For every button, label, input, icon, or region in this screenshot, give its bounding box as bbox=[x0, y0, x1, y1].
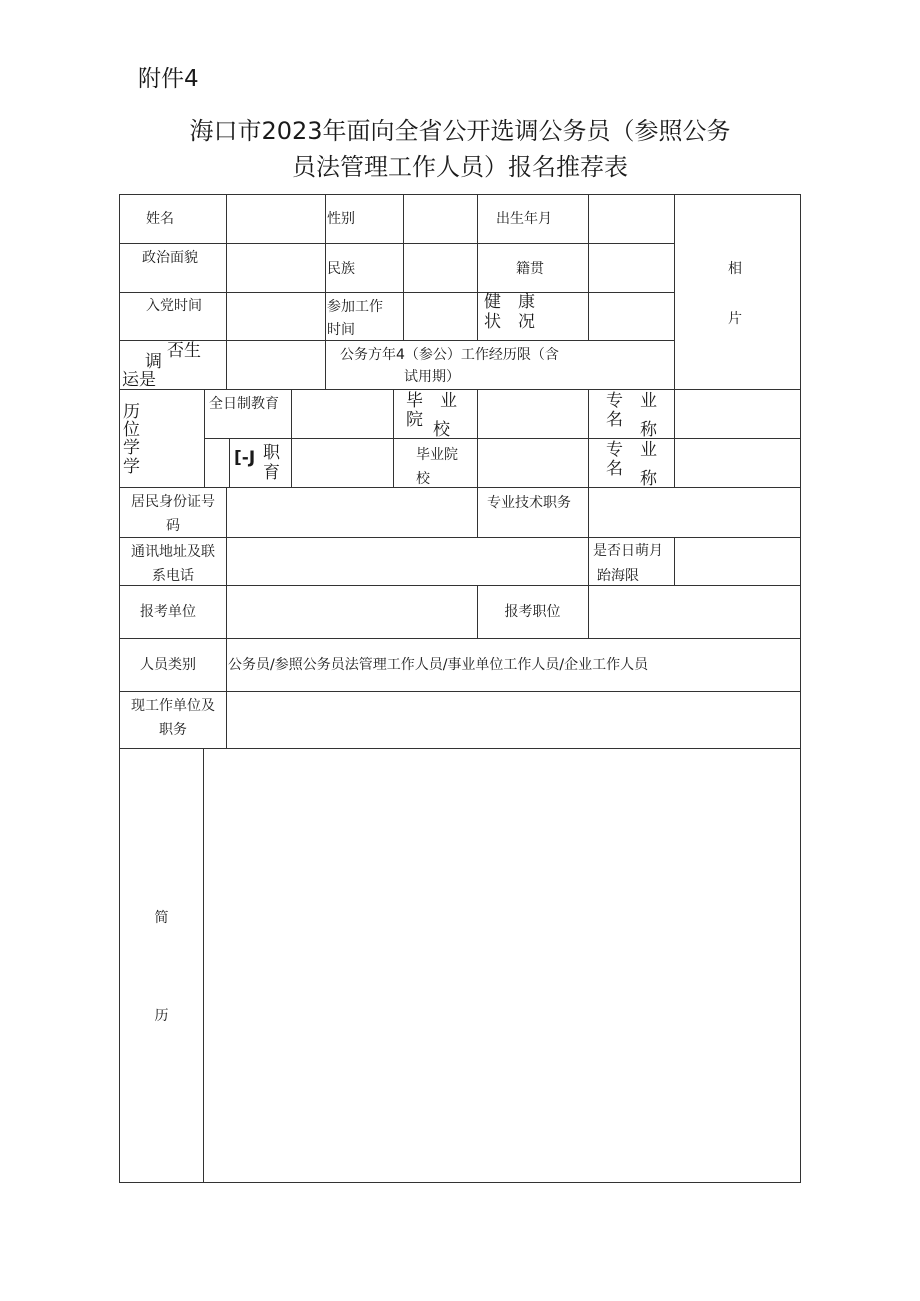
registration-form-table bbox=[119, 194, 801, 1183]
political-status-label: 政治面貌 bbox=[142, 250, 198, 266]
col-line bbox=[674, 537, 675, 585]
col-line bbox=[393, 389, 394, 487]
photo-label-top: 相 bbox=[728, 261, 742, 277]
health-label-2: 状 况 bbox=[484, 312, 535, 332]
row-line bbox=[120, 638, 800, 639]
island-service-label-2: 跆海限 bbox=[597, 568, 639, 584]
col-line bbox=[204, 389, 205, 487]
applied-position-label: 报考职位 bbox=[504, 604, 561, 620]
fulltime-school-label-1: 毕 业 bbox=[406, 391, 457, 411]
row-line bbox=[120, 243, 674, 244]
col-line bbox=[291, 389, 292, 487]
contact-label-2: 系电话 bbox=[152, 568, 194, 584]
inservice-school-label-1: 毕业院 bbox=[416, 447, 458, 463]
education-label-1: 历 bbox=[123, 402, 140, 422]
resume-label-bottom: 历 bbox=[154, 1008, 169, 1024]
fulltime-education-label: 全日制教育 bbox=[209, 396, 279, 412]
form-title-line-2: 员法管理工作人员）报名推荐表 bbox=[292, 153, 628, 181]
resume-label-top: 简 bbox=[154, 910, 169, 926]
col-line bbox=[588, 487, 589, 537]
gender-label: 性别 bbox=[327, 211, 355, 227]
inservice-education-label-1: 职 bbox=[263, 443, 280, 463]
ethnicity-label: 民族 bbox=[327, 261, 355, 277]
col-line bbox=[226, 487, 227, 748]
col-line bbox=[588, 389, 589, 487]
work-start-date-label-1: 参加工作 bbox=[327, 299, 383, 315]
name-label: 姓名 bbox=[146, 211, 174, 227]
col-line bbox=[226, 195, 227, 389]
fulltime-major-label-3: 称 bbox=[640, 420, 657, 440]
col-line bbox=[588, 195, 589, 340]
row-line bbox=[120, 340, 674, 341]
row-line bbox=[120, 691, 800, 692]
work-experience-label-2: 试用期） bbox=[404, 369, 460, 385]
personnel-category-label: 人员类别 bbox=[140, 657, 196, 673]
col-line bbox=[674, 389, 675, 487]
col-line bbox=[477, 487, 478, 537]
col-line bbox=[477, 195, 478, 340]
birth-date-label: 出生年月 bbox=[496, 211, 552, 227]
contact-label-1: 通讯地址及联 bbox=[131, 544, 215, 560]
health-label-1: 健 康 bbox=[484, 292, 535, 312]
party-join-date-label: 入党时间 bbox=[146, 298, 202, 314]
row-line bbox=[120, 748, 800, 749]
native-place-label: 籍贯 bbox=[516, 261, 544, 277]
col-line bbox=[588, 537, 589, 585]
transfer-label-a: 否生 bbox=[167, 341, 201, 361]
row-line bbox=[120, 487, 800, 488]
fulltime-major-label-1: 专 业 bbox=[606, 391, 657, 411]
work-start-date-label-2: 时间 bbox=[327, 322, 355, 338]
photo-label-bottom: 片 bbox=[728, 311, 742, 327]
inservice-major-label-1: 专 业 bbox=[606, 440, 657, 460]
education-label-2: 位 bbox=[123, 420, 140, 440]
fulltime-school-label-2: 院 bbox=[406, 410, 423, 430]
id-card-label-1: 居民身份证号 bbox=[131, 494, 215, 510]
col-line bbox=[674, 195, 675, 389]
education-label-3: 学 bbox=[123, 438, 140, 458]
inservice-education-label-2: 育 bbox=[263, 463, 280, 483]
col-line bbox=[203, 748, 204, 1182]
row-line bbox=[120, 389, 800, 390]
fulltime-major-label-2: 名 bbox=[606, 410, 623, 430]
col-line bbox=[588, 585, 589, 638]
current-unit-label-1: 现工作单位及 bbox=[131, 698, 215, 714]
form-title-line-1: 海口市2023年面向全省公开选调公务员（参照公务 bbox=[189, 117, 731, 145]
transfer-label-b: 调 bbox=[145, 352, 162, 372]
education-label-4: 学 bbox=[123, 457, 140, 477]
col-line bbox=[403, 195, 404, 340]
professional-title-label: 专业技术职务 bbox=[487, 495, 571, 511]
personnel-category-value: 公务员/参照公务员法管理工作人员/事业单位工作人员/企业工作人员 bbox=[228, 657, 649, 673]
applied-unit-label: 报考单位 bbox=[140, 604, 196, 620]
work-experience-label-1: 公务方年4（参公）工作经历限（含 bbox=[340, 347, 559, 363]
inservice-major-label-3: 称 bbox=[640, 469, 657, 489]
island-service-label-1: 是否日萌月 bbox=[593, 543, 663, 559]
inservice-mark: [-J bbox=[234, 448, 256, 468]
col-line bbox=[229, 438, 230, 487]
transfer-label-c: 运是 bbox=[122, 370, 156, 390]
current-unit-label-2: 职务 bbox=[159, 722, 187, 738]
row-line bbox=[204, 438, 800, 439]
inservice-major-label-2: 名 bbox=[606, 459, 623, 479]
row-line bbox=[120, 537, 800, 538]
row-line bbox=[120, 292, 674, 293]
attachment-label: 附件4 bbox=[138, 66, 199, 92]
inservice-school-label-2: 校 bbox=[416, 471, 430, 487]
fulltime-school-label-3: 校 bbox=[433, 420, 450, 440]
col-line bbox=[477, 389, 478, 487]
id-card-label-2: 码 bbox=[166, 518, 180, 534]
col-line bbox=[325, 195, 326, 389]
